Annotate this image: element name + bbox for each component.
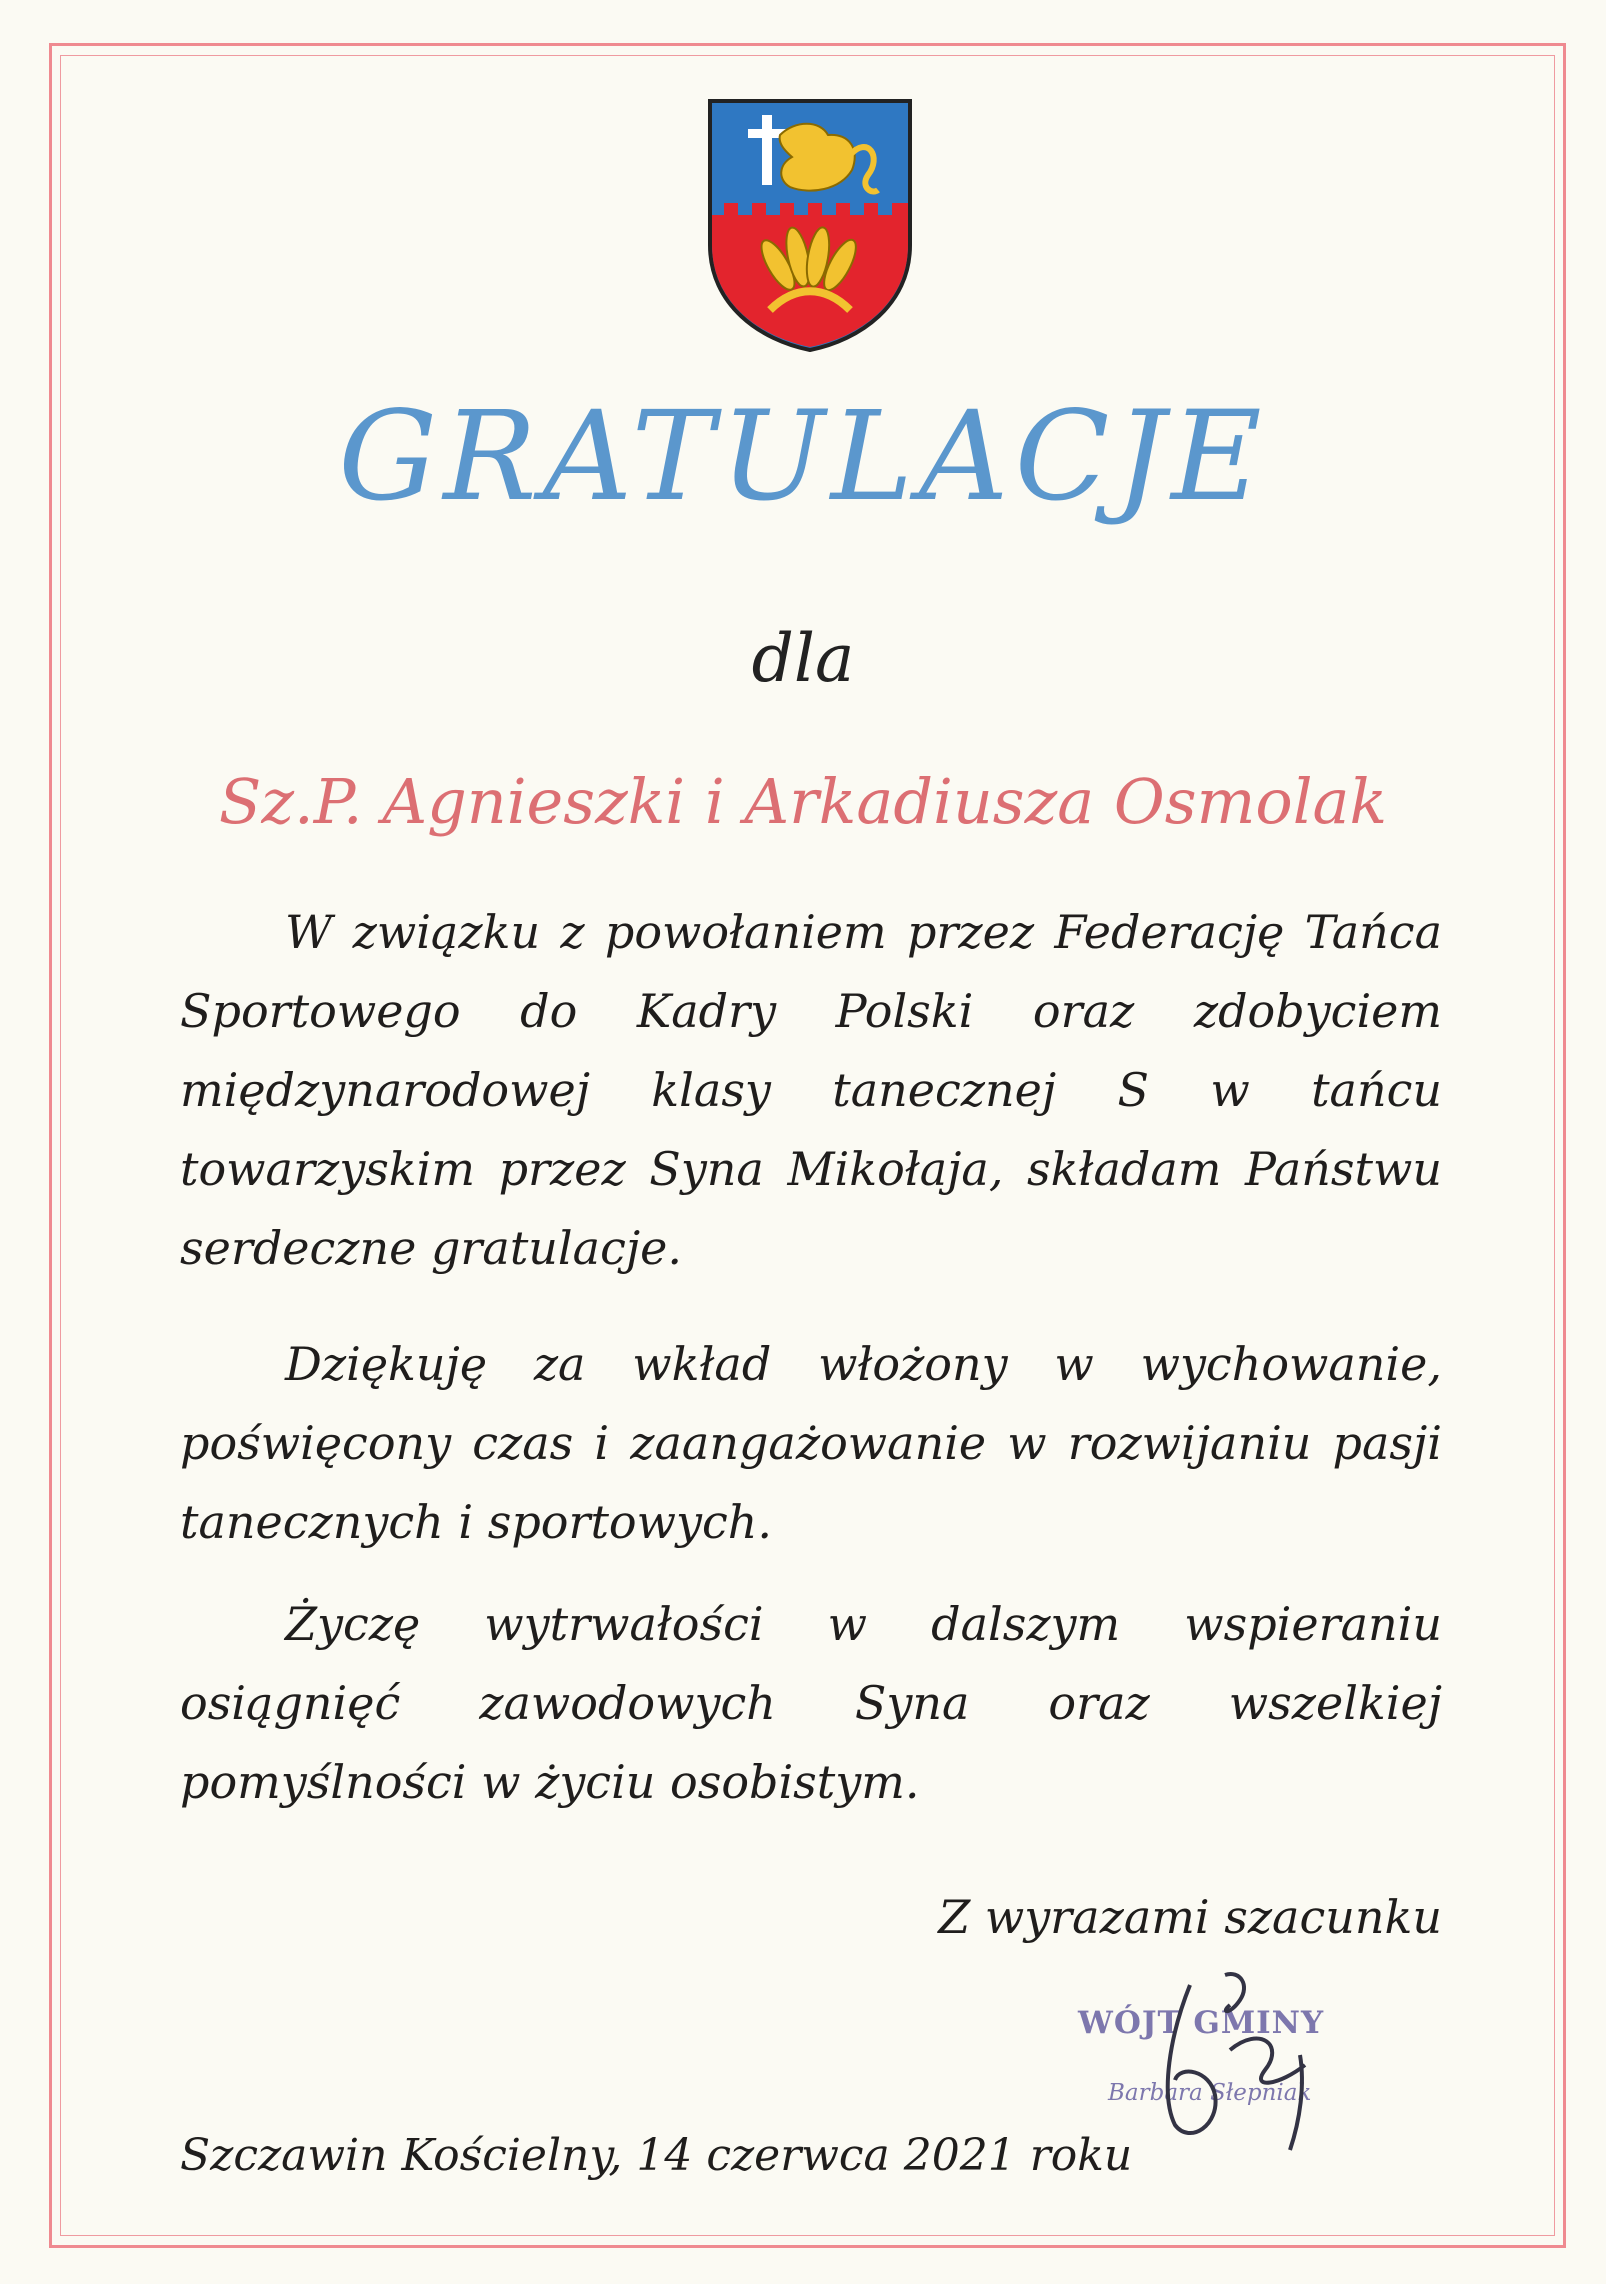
closing-phrase: Z wyrazami szacunku xyxy=(938,1890,1442,1944)
document-title: GRATULACJE xyxy=(338,385,1268,529)
official-stamp-name: Barbara Słepniak xyxy=(1108,2080,1312,2106)
paragraph-1: W związku z powołaniem przez Federację Tańca Sportowego do Kadry Polski oraz zdobyciem międzynarodowej klasy tanecznej S w tańcu towarzyskim przez Syna Mikołaja, składam Państwu serdeczne gratulacje. xyxy=(180,905,1442,1275)
place-and-date: Szczawin Kościelny, 14 czerwca 2021 roku xyxy=(180,2130,1133,2181)
paragraph-3: Życzę wytrwałości w dalszym wspieraniu osiągnięć zawodowych Syna oraz wszelkiej pomyślności w życiu osobistym. xyxy=(180,1597,1442,1809)
coat-of-arms-icon xyxy=(700,95,920,355)
paragraph-2: Dziękuję za wkład włożony w wychowanie, poświęcony czas i zaangażowanie w rozwijaniu pasji tanecznych i sportowych. xyxy=(180,1337,1442,1549)
official-stamp-title: WÓJT GMINY xyxy=(1078,2005,1325,2041)
for-label: dla xyxy=(751,620,855,697)
recipient-names: Sz.P. Agnieszki i Arkadiusza Osmolak xyxy=(218,765,1388,838)
signature-icon xyxy=(1130,1955,1350,2155)
